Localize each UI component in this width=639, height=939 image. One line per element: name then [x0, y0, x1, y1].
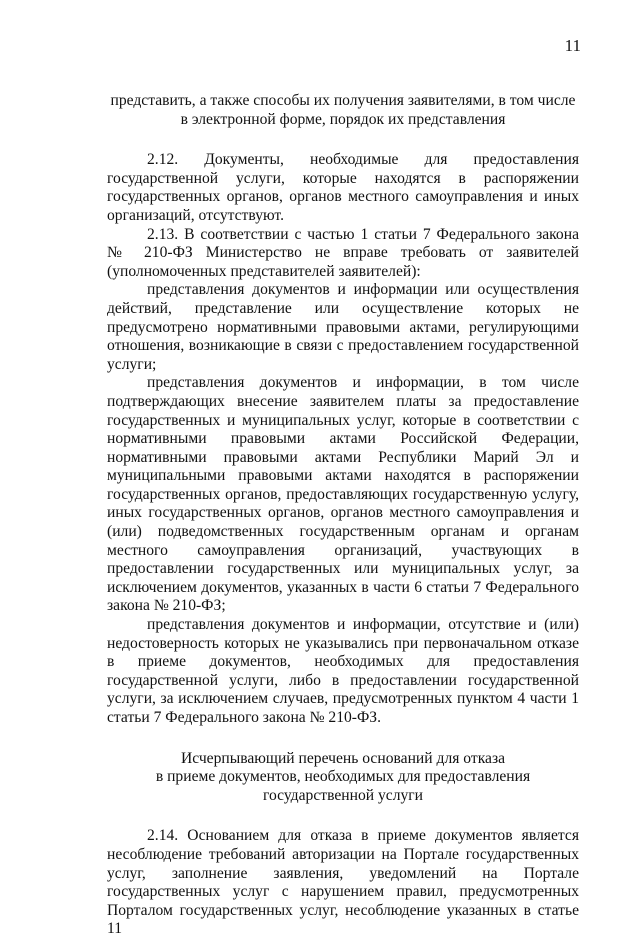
section-heading	[107, 750, 579, 806]
section-heading-line: Исчерпывающий перечень оснований для отказа	[180, 749, 506, 767]
paragraph-item-3: представления документов и информации, отсутствие и (или) недостоверность которых не указывались при первоначальном отказе в приеме документов, необходимых для предоставления государственной услуги, либо в предоставлении государственной услуги, за исключением случаев, предусмотренных пунктом 4 части 1 статьи 7 Федерального закона № 210-ФЗ.	[107, 616, 579, 726]
spacer	[107, 728, 579, 750]
paragraph-item-2: представления документов и информации, в том числе подтверждающих внесение заявителем платы за предоставление государственных и муниципальных услуг, которые в соответствии с нормативными правовыми актами Российской Федерации, нормативными правовыми актами Республики Марий Эл и муниципальными правовыми актами находятся в распоряжении государственных органов, предоставляющих государственную услугу, иных государственных органов, органов местного самоуправления и (или) подведомственных государственным органам и органам местного самоуправления организаций, участвующих в предоставлении государственных или муниципальных услуг, за исключением документов, указанных в части 6 статьи 7 Федерального закона № 210-ФЗ;	[107, 374, 579, 615]
heading-top: представить, а также способы их получения заявителями, в том числе в электронной форме, порядок их представления	[110, 92, 576, 128]
paragraph-2-12: 2.12. Документы, необходимые для предоставления государственной услуги, которые находятся в распоряжении государственных органов, органов местного самоуправления и иных организаций, отсутствуют.	[107, 151, 579, 224]
document-body	[107, 92, 579, 939]
section-heading-line: государственной услуги	[262, 786, 424, 804]
section-heading-line: в приеме документов, необходимых для предоставления	[155, 768, 531, 786]
paragraph-2-14: 2.14. Основанием для отказа в приеме документов является несоблюдение требований авторизации на Портале государственных услуг, заполнение заявления, уведомлений на Портале государственных услуг с нарушением правил, предусмотренных Порталом государственных услуг, несоблюдение указанных в статье 11	[107, 827, 579, 938]
paragraph-2-13: 2.13. В соответствии с частью 1 статьи 7 Федерального закона № 210-ФЗ Министерство не вправе требовать от заявителей (уполномоченных представителей заявителей):	[107, 225, 579, 280]
spacer	[107, 805, 579, 827]
page-number: 11	[564, 36, 581, 55]
paragraph-item-1: представления документов и информации или осуществления действий, представление или осуществление которых не предусмотрено нормативными правовыми актами, регулирующими отношения, возникающие в связи с предоставлением государственной услуги;	[107, 281, 579, 373]
spacer	[107, 129, 579, 151]
